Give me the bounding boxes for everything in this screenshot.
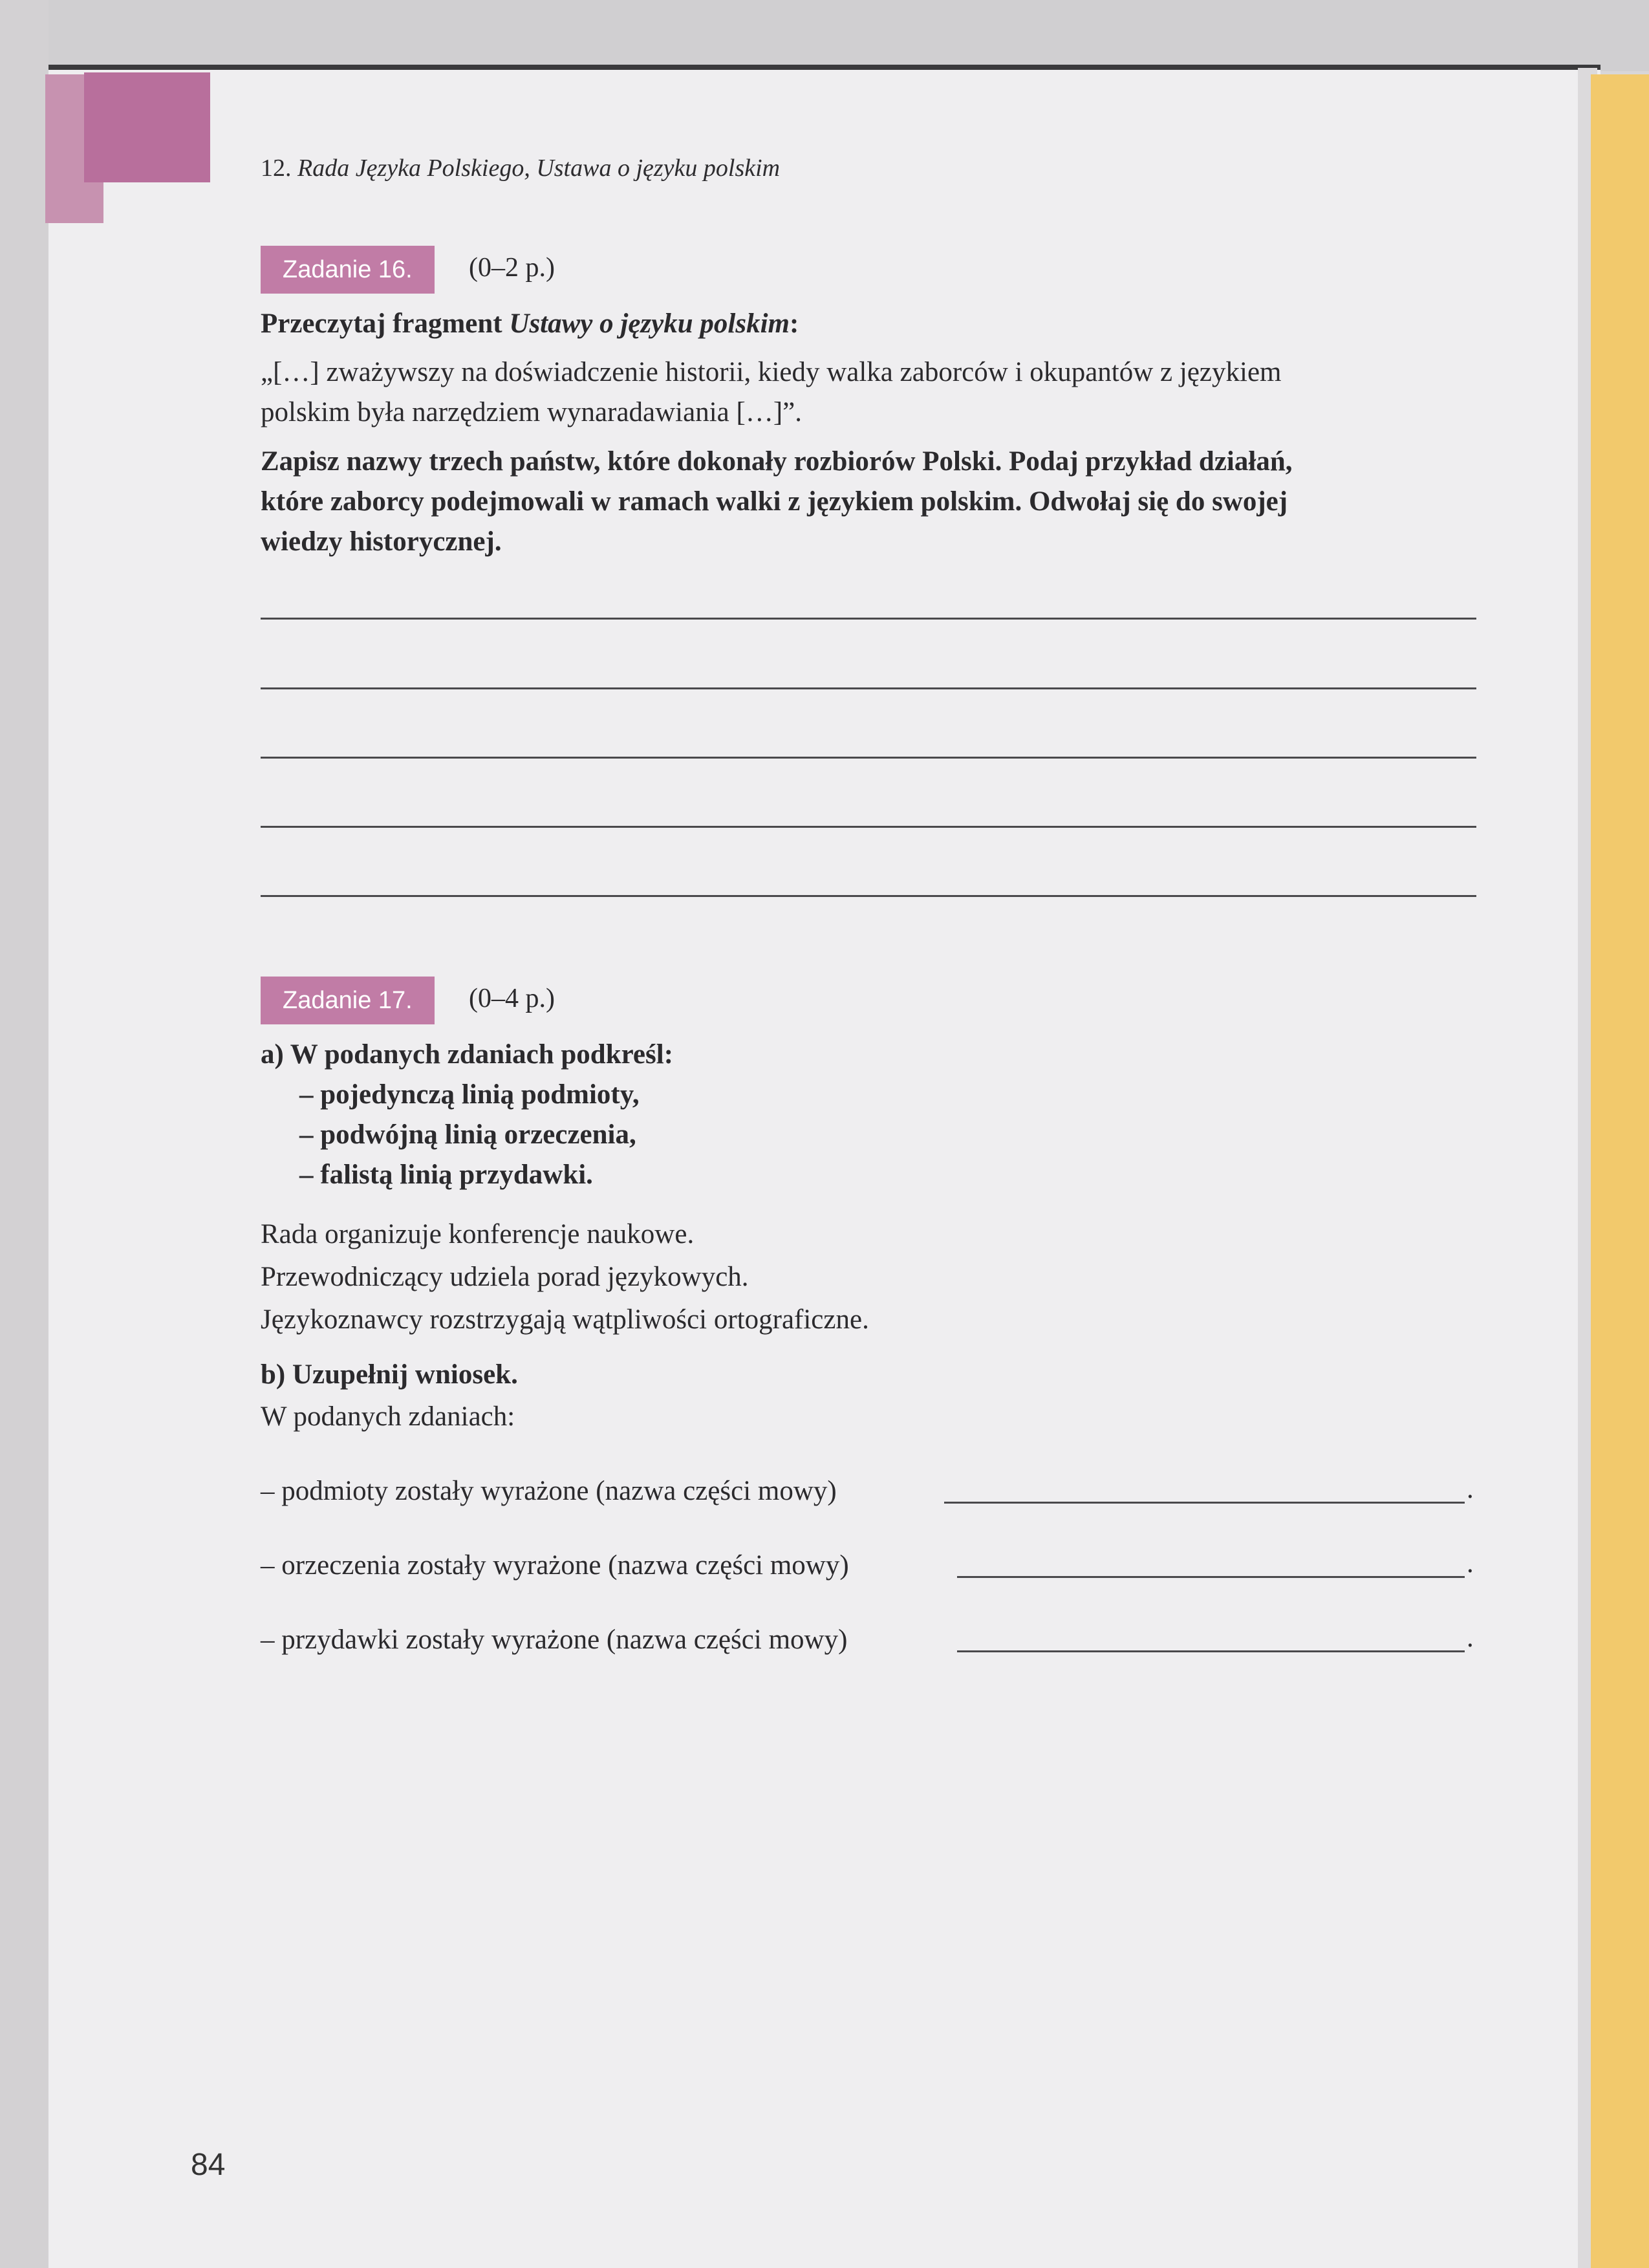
answer-line[interactable] — [261, 895, 1476, 897]
scan-background-left — [0, 0, 48, 2268]
completion-row-2: – orzeczenia zostały wyrażone (nazwa części mowy) — [261, 1550, 849, 1581]
task-16-command — [261, 442, 1476, 562]
fill-in-line-1[interactable] — [944, 1502, 1465, 1504]
sentence-end-dot: . — [1467, 1474, 1474, 1504]
page-top-edge — [48, 65, 1600, 70]
answer-line[interactable] — [261, 826, 1476, 828]
task-16-points: (0–2 p.) — [469, 253, 555, 283]
chapter-number: 12. — [261, 155, 292, 182]
sentence-end-dot: . — [1467, 1623, 1474, 1653]
part-b-title: b) Uzupełnij wniosek. — [261, 1359, 518, 1390]
sentence: Językoznawcy rozstrzygają wątpliwości ortograficzne. — [261, 1304, 869, 1335]
chapter-corner-tab — [84, 72, 210, 182]
page-right-color-band — [1591, 74, 1649, 2268]
command-line-2: które zaborcy podejmowali w ramach walki z językiem polskim. Odwołaj się do swojej — [261, 486, 1288, 517]
instruction-colon: : — [789, 308, 799, 339]
task-16-badge: Zadanie 16. — [261, 246, 435, 294]
instruction-text: Przeczytaj fragment — [261, 308, 510, 339]
completion-row-3: – przydawki zostały wyrażone (nazwa części mowy) — [261, 1625, 848, 1655]
example-sentences — [261, 1213, 1476, 1341]
task-16-instruction — [261, 304, 1476, 344]
chapter-header — [261, 154, 780, 182]
scan-background-top — [0, 0, 1649, 71]
command-line-3: wiedzy historycznej. — [261, 526, 502, 557]
task-17-points: (0–4 p.) — [469, 984, 555, 1013]
command-line-1: Zapisz nazwy trzech państw, które dokonały rozbiorów Polski. Podaj przykład działań, — [261, 446, 1293, 477]
chapter-title: Rada Języka Polskiego, Ustawa o języku polskim — [297, 155, 781, 182]
fill-in-line-2[interactable] — [957, 1576, 1465, 1578]
answer-line[interactable] — [261, 687, 1476, 689]
sentence: Przewodniczący udziela porad językowych. — [261, 1262, 749, 1292]
completion-row-1: – podmioty zostały wyrażone (nazwa części mowy) — [261, 1476, 837, 1506]
sentence: Rada organizuje konferencje naukowe. — [261, 1219, 695, 1249]
page-number: 84 — [191, 2148, 226, 2182]
task-16-quote — [261, 352, 1476, 433]
part-a-title: a) W podanych zdaniach podkreśl: — [261, 1039, 674, 1070]
answer-line[interactable] — [261, 618, 1476, 620]
quote-line-1: „[…] zważywszy na doświadczenie historii, kiedy walka zaborców i okupantów z językiem — [261, 357, 1282, 387]
part-a-list — [261, 1075, 1515, 1195]
part-a-item: – pojedynczą linią podmioty, — [299, 1079, 640, 1110]
sentence-end-dot: . — [1467, 1548, 1474, 1579]
quote-line-2: polskim była narzędziem wynaradawiania […]”. — [261, 397, 802, 427]
instruction-title: Ustawy o języku polskim — [509, 308, 790, 339]
part-b-intro: W podanych zdaniach: — [261, 1401, 515, 1432]
part-a-item: – falistą linią przydawki. — [299, 1160, 593, 1190]
answer-line[interactable] — [261, 757, 1476, 759]
fill-in-line-3[interactable] — [957, 1650, 1465, 1652]
task-17-badge: Zadanie 17. — [261, 977, 435, 1024]
part-a-item: – podwójną linią orzeczenia, — [299, 1119, 636, 1150]
